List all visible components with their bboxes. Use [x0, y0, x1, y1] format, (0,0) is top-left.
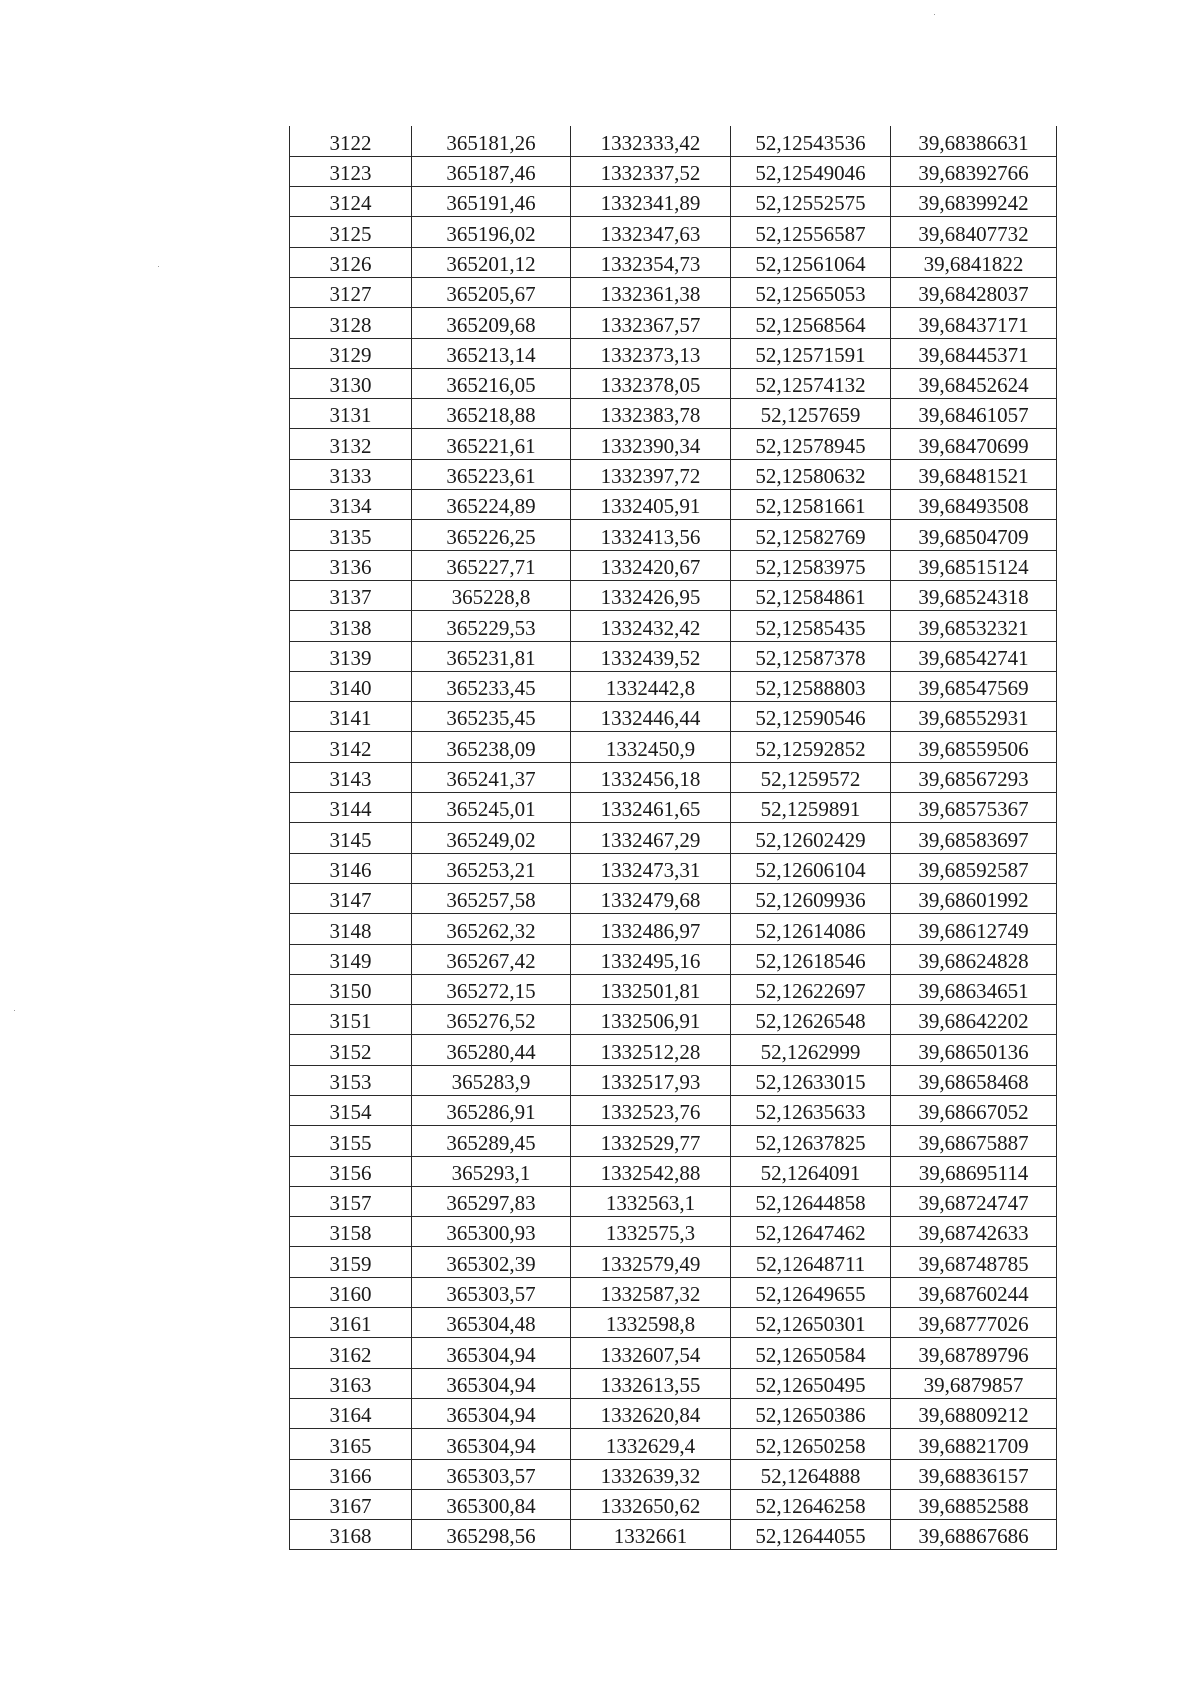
y-coordinate-cell: 1332506,91	[571, 1005, 731, 1035]
y-coordinate-cell: 1332337,52	[571, 156, 731, 186]
longitude-cell: 39,68809212	[891, 1398, 1057, 1428]
longitude-cell: 39,68789796	[891, 1338, 1057, 1368]
table-row	[290, 1096, 1057, 1126]
latitude-cell: 52,1259891	[731, 793, 891, 823]
latitude-cell: 52,12578945	[731, 429, 891, 459]
table-row	[290, 1217, 1057, 1247]
x-coordinate-cell: 365191,46	[412, 187, 571, 217]
x-coordinate-cell: 365213,14	[412, 338, 571, 368]
x-coordinate-cell: 365272,15	[412, 974, 571, 1004]
table-row	[290, 1489, 1057, 1519]
longitude-cell: 39,68575367	[891, 793, 1057, 823]
latitude-cell: 52,12543536	[731, 126, 891, 156]
y-coordinate-cell: 1332397,72	[571, 459, 731, 489]
latitude-cell: 52,12582769	[731, 520, 891, 550]
point-number-cell: 3149	[290, 944, 412, 974]
y-coordinate-cell: 1332639,32	[571, 1459, 731, 1489]
point-number-cell: 3141	[290, 702, 412, 732]
latitude-cell: 52,12592852	[731, 732, 891, 762]
point-number-cell: 3162	[290, 1338, 412, 1368]
point-number-cell: 3122	[290, 126, 412, 156]
latitude-cell: 52,12637825	[731, 1126, 891, 1156]
longitude-cell: 39,68452624	[891, 368, 1057, 398]
latitude-cell: 52,1264091	[731, 1156, 891, 1186]
latitude-cell: 52,12618546	[731, 944, 891, 974]
point-number-cell: 3135	[290, 520, 412, 550]
latitude-cell: 52,12649655	[731, 1277, 891, 1307]
latitude-cell: 52,12590546	[731, 702, 891, 732]
table-row	[290, 944, 1057, 974]
y-coordinate-cell: 1332629,4	[571, 1429, 731, 1459]
y-coordinate-cell: 1332373,13	[571, 338, 731, 368]
y-coordinate-cell: 1332450,9	[571, 732, 731, 762]
x-coordinate-cell: 365196,02	[412, 217, 571, 247]
latitude-cell: 52,12602429	[731, 823, 891, 853]
longitude-cell: 39,68612749	[891, 914, 1057, 944]
longitude-cell: 39,68547569	[891, 671, 1057, 701]
table-row	[290, 762, 1057, 792]
x-coordinate-cell: 365276,52	[412, 1005, 571, 1035]
longitude-cell: 39,68852588	[891, 1489, 1057, 1519]
x-coordinate-cell: 365227,71	[412, 550, 571, 580]
table-row	[290, 1520, 1057, 1550]
x-coordinate-cell: 365181,26	[412, 126, 571, 156]
latitude-cell: 52,12614086	[731, 914, 891, 944]
y-coordinate-cell: 1332333,42	[571, 126, 731, 156]
longitude-cell: 39,68724747	[891, 1186, 1057, 1216]
x-coordinate-cell: 365304,94	[412, 1429, 571, 1459]
point-number-cell: 3144	[290, 793, 412, 823]
point-number-cell: 3138	[290, 611, 412, 641]
scan-speck	[14, 1010, 15, 1011]
x-coordinate-cell: 365293,1	[412, 1156, 571, 1186]
latitude-cell: 52,12580632	[731, 459, 891, 489]
x-coordinate-cell: 365224,89	[412, 490, 571, 520]
longitude-cell: 39,68650136	[891, 1035, 1057, 1065]
point-number-cell: 3134	[290, 490, 412, 520]
point-number-cell: 3137	[290, 580, 412, 610]
point-number-cell: 3165	[290, 1429, 412, 1459]
x-coordinate-cell: 365231,81	[412, 641, 571, 671]
y-coordinate-cell: 1332579,49	[571, 1247, 731, 1277]
latitude-cell: 52,12626548	[731, 1005, 891, 1035]
scan-speck	[158, 266, 159, 267]
x-coordinate-cell: 365235,45	[412, 702, 571, 732]
point-number-cell: 3128	[290, 308, 412, 338]
y-coordinate-cell: 1332439,52	[571, 641, 731, 671]
point-number-cell: 3123	[290, 156, 412, 186]
table-row	[290, 1338, 1057, 1368]
y-coordinate-cell: 1332383,78	[571, 399, 731, 429]
longitude-cell: 39,68642202	[891, 1005, 1057, 1035]
y-coordinate-cell: 1332378,05	[571, 368, 731, 398]
latitude-cell: 52,12583975	[731, 550, 891, 580]
point-number-cell: 3166	[290, 1459, 412, 1489]
y-coordinate-cell: 1332650,62	[571, 1489, 731, 1519]
table-row	[290, 1459, 1057, 1489]
table-row	[290, 883, 1057, 913]
table-row	[290, 520, 1057, 550]
longitude-cell: 39,6879857	[891, 1368, 1057, 1398]
x-coordinate-cell: 365286,91	[412, 1096, 571, 1126]
y-coordinate-cell: 1332523,76	[571, 1096, 731, 1126]
y-coordinate-cell: 1332461,65	[571, 793, 731, 823]
table-row	[290, 1398, 1057, 1428]
latitude-cell: 52,12561064	[731, 247, 891, 277]
y-coordinate-cell: 1332390,34	[571, 429, 731, 459]
latitude-cell: 52,12565053	[731, 277, 891, 307]
table-row	[290, 1247, 1057, 1277]
x-coordinate-cell: 365289,45	[412, 1126, 571, 1156]
table-row	[290, 671, 1057, 701]
x-coordinate-cell: 365302,39	[412, 1247, 571, 1277]
x-coordinate-cell: 365216,05	[412, 368, 571, 398]
latitude-cell: 52,12644055	[731, 1520, 891, 1550]
x-coordinate-cell: 365205,67	[412, 277, 571, 307]
table-row	[290, 580, 1057, 610]
latitude-cell: 52,12647462	[731, 1217, 891, 1247]
point-number-cell: 3133	[290, 459, 412, 489]
y-coordinate-cell: 1332442,8	[571, 671, 731, 701]
table-row	[290, 1308, 1057, 1338]
x-coordinate-cell: 365221,61	[412, 429, 571, 459]
x-coordinate-cell: 365209,68	[412, 308, 571, 338]
table-row	[290, 550, 1057, 580]
y-coordinate-cell: 1332512,28	[571, 1035, 731, 1065]
point-number-cell: 3139	[290, 641, 412, 671]
y-coordinate-cell: 1332607,54	[571, 1338, 731, 1368]
latitude-cell: 52,1257659	[731, 399, 891, 429]
x-coordinate-cell: 365303,57	[412, 1277, 571, 1307]
y-coordinate-cell: 1332426,95	[571, 580, 731, 610]
y-coordinate-cell: 1332473,31	[571, 853, 731, 883]
x-coordinate-cell: 365223,61	[412, 459, 571, 489]
y-coordinate-cell: 1332341,89	[571, 187, 731, 217]
longitude-cell: 39,68658468	[891, 1065, 1057, 1095]
table-row	[290, 429, 1057, 459]
point-number-cell: 3152	[290, 1035, 412, 1065]
latitude-cell: 52,12571591	[731, 338, 891, 368]
longitude-cell: 39,68567293	[891, 762, 1057, 792]
longitude-cell: 39,68493508	[891, 490, 1057, 520]
longitude-cell: 39,68867686	[891, 1520, 1057, 1550]
point-number-cell: 3142	[290, 732, 412, 762]
latitude-cell: 52,12650495	[731, 1368, 891, 1398]
table-row	[290, 1126, 1057, 1156]
point-number-cell: 3150	[290, 974, 412, 1004]
table-row	[290, 853, 1057, 883]
y-coordinate-cell: 1332354,73	[571, 247, 731, 277]
table-row	[290, 823, 1057, 853]
longitude-cell: 39,68542741	[891, 641, 1057, 671]
point-number-cell: 3158	[290, 1217, 412, 1247]
point-number-cell: 3127	[290, 277, 412, 307]
latitude-cell: 52,12552575	[731, 187, 891, 217]
longitude-cell: 39,68437171	[891, 308, 1057, 338]
x-coordinate-cell: 365218,88	[412, 399, 571, 429]
table-row	[290, 641, 1057, 671]
table-row	[290, 1065, 1057, 1095]
y-coordinate-cell: 1332575,3	[571, 1217, 731, 1247]
x-coordinate-cell: 365257,58	[412, 883, 571, 913]
table-row	[290, 1005, 1057, 1035]
latitude-cell: 52,12650386	[731, 1398, 891, 1428]
point-number-cell: 3126	[290, 247, 412, 277]
longitude-cell: 39,68532321	[891, 611, 1057, 641]
latitude-cell: 52,12549046	[731, 156, 891, 186]
x-coordinate-cell: 365249,02	[412, 823, 571, 853]
point-number-cell: 3147	[290, 883, 412, 913]
point-number-cell: 3163	[290, 1368, 412, 1398]
longitude-cell: 39,68583697	[891, 823, 1057, 853]
latitude-cell: 52,1259572	[731, 762, 891, 792]
y-coordinate-cell: 1332517,93	[571, 1065, 731, 1095]
point-number-cell: 3164	[290, 1398, 412, 1428]
longitude-cell: 39,68742633	[891, 1217, 1057, 1247]
longitude-cell: 39,68470699	[891, 429, 1057, 459]
x-coordinate-cell: 365238,09	[412, 732, 571, 762]
longitude-cell: 39,68504709	[891, 520, 1057, 550]
x-coordinate-cell: 365283,9	[412, 1065, 571, 1095]
longitude-cell: 39,68445371	[891, 338, 1057, 368]
y-coordinate-cell: 1332413,56	[571, 520, 731, 550]
table-row	[290, 399, 1057, 429]
y-coordinate-cell: 1332587,32	[571, 1277, 731, 1307]
latitude-cell: 52,12646258	[731, 1489, 891, 1519]
y-coordinate-cell: 1332563,1	[571, 1186, 731, 1216]
y-coordinate-cell: 1332405,91	[571, 490, 731, 520]
y-coordinate-cell: 1332486,97	[571, 914, 731, 944]
latitude-cell: 52,12609936	[731, 883, 891, 913]
y-coordinate-cell: 1332347,63	[571, 217, 731, 247]
x-coordinate-cell: 365229,53	[412, 611, 571, 641]
table-row	[290, 1156, 1057, 1186]
longitude-cell: 39,68428037	[891, 277, 1057, 307]
y-coordinate-cell: 1332367,57	[571, 308, 731, 338]
table-row	[290, 1368, 1057, 1398]
point-number-cell: 3155	[290, 1126, 412, 1156]
latitude-cell: 52,12648711	[731, 1247, 891, 1277]
latitude-cell: 52,12585435	[731, 611, 891, 641]
table-row	[290, 974, 1057, 1004]
x-coordinate-cell: 365228,8	[412, 580, 571, 610]
table-row	[290, 1035, 1057, 1065]
x-coordinate-cell: 365304,94	[412, 1338, 571, 1368]
point-number-cell: 3132	[290, 429, 412, 459]
table-row	[290, 914, 1057, 944]
latitude-cell: 52,12650301	[731, 1308, 891, 1338]
table-row	[290, 217, 1057, 247]
y-coordinate-cell: 1332479,68	[571, 883, 731, 913]
latitude-cell: 52,12568564	[731, 308, 891, 338]
table-row	[290, 611, 1057, 641]
longitude-cell: 39,6841822	[891, 247, 1057, 277]
y-coordinate-cell: 1332361,38	[571, 277, 731, 307]
y-coordinate-cell: 1332542,88	[571, 1156, 731, 1186]
x-coordinate-cell: 365226,25	[412, 520, 571, 550]
table-row	[290, 338, 1057, 368]
point-number-cell: 3140	[290, 671, 412, 701]
point-number-cell: 3153	[290, 1065, 412, 1095]
coordinates-table-body	[290, 126, 1057, 1550]
x-coordinate-cell: 365187,46	[412, 156, 571, 186]
longitude-cell: 39,68777026	[891, 1308, 1057, 1338]
table-row	[290, 490, 1057, 520]
longitude-cell: 39,68634651	[891, 974, 1057, 1004]
latitude-cell: 52,12588803	[731, 671, 891, 701]
longitude-cell: 39,68515124	[891, 550, 1057, 580]
latitude-cell: 52,12556587	[731, 217, 891, 247]
point-number-cell: 3130	[290, 368, 412, 398]
longitude-cell: 39,68386631	[891, 126, 1057, 156]
y-coordinate-cell: 1332495,16	[571, 944, 731, 974]
x-coordinate-cell: 365245,01	[412, 793, 571, 823]
y-coordinate-cell: 1332529,77	[571, 1126, 731, 1156]
longitude-cell: 39,68601992	[891, 883, 1057, 913]
longitude-cell: 39,68407732	[891, 217, 1057, 247]
point-number-cell: 3136	[290, 550, 412, 580]
table-row	[290, 126, 1057, 156]
x-coordinate-cell: 365304,94	[412, 1368, 571, 1398]
longitude-cell: 39,68392766	[891, 156, 1057, 186]
table-row	[290, 187, 1057, 217]
table-row	[290, 702, 1057, 732]
longitude-cell: 39,68675887	[891, 1126, 1057, 1156]
latitude-cell: 52,12633015	[731, 1065, 891, 1095]
x-coordinate-cell: 365304,48	[412, 1308, 571, 1338]
longitude-cell: 39,68592587	[891, 853, 1057, 883]
x-coordinate-cell: 365241,37	[412, 762, 571, 792]
x-coordinate-cell: 365297,83	[412, 1186, 571, 1216]
x-coordinate-cell: 365233,45	[412, 671, 571, 701]
x-coordinate-cell: 365280,44	[412, 1035, 571, 1065]
latitude-cell: 52,1262999	[731, 1035, 891, 1065]
table-row	[290, 793, 1057, 823]
point-number-cell: 3129	[290, 338, 412, 368]
latitude-cell: 52,12635633	[731, 1096, 891, 1126]
coordinates-table	[289, 126, 1057, 1550]
scan-speck	[934, 14, 935, 15]
x-coordinate-cell: 365304,94	[412, 1398, 571, 1428]
latitude-cell: 52,12574132	[731, 368, 891, 398]
x-coordinate-cell: 365253,21	[412, 853, 571, 883]
point-number-cell: 3156	[290, 1156, 412, 1186]
point-number-cell: 3168	[290, 1520, 412, 1550]
point-number-cell: 3146	[290, 853, 412, 883]
point-number-cell: 3143	[290, 762, 412, 792]
y-coordinate-cell: 1332456,18	[571, 762, 731, 792]
longitude-cell: 39,68524318	[891, 580, 1057, 610]
x-coordinate-cell: 365267,42	[412, 944, 571, 974]
longitude-cell: 39,68748785	[891, 1247, 1057, 1277]
point-number-cell: 3145	[290, 823, 412, 853]
latitude-cell: 52,1264888	[731, 1459, 891, 1489]
point-number-cell: 3161	[290, 1308, 412, 1338]
table-row	[290, 156, 1057, 186]
longitude-cell: 39,68760244	[891, 1277, 1057, 1307]
y-coordinate-cell: 1332446,44	[571, 702, 731, 732]
point-number-cell: 3151	[290, 1005, 412, 1035]
latitude-cell: 52,12584861	[731, 580, 891, 610]
latitude-cell: 52,12644858	[731, 1186, 891, 1216]
x-coordinate-cell: 365303,57	[412, 1459, 571, 1489]
y-coordinate-cell: 1332613,55	[571, 1368, 731, 1398]
table-row	[290, 277, 1057, 307]
latitude-cell: 52,12581661	[731, 490, 891, 520]
x-coordinate-cell: 365298,56	[412, 1520, 571, 1550]
y-coordinate-cell: 1332598,8	[571, 1308, 731, 1338]
x-coordinate-cell: 365300,93	[412, 1217, 571, 1247]
latitude-cell: 52,12650584	[731, 1338, 891, 1368]
latitude-cell: 52,12587378	[731, 641, 891, 671]
x-coordinate-cell: 365300,84	[412, 1489, 571, 1519]
table-row	[290, 368, 1057, 398]
table-row	[290, 1186, 1057, 1216]
point-number-cell: 3125	[290, 217, 412, 247]
longitude-cell: 39,68836157	[891, 1459, 1057, 1489]
point-number-cell: 3157	[290, 1186, 412, 1216]
table-row	[290, 308, 1057, 338]
latitude-cell: 52,12650258	[731, 1429, 891, 1459]
table-row	[290, 1277, 1057, 1307]
longitude-cell: 39,68821709	[891, 1429, 1057, 1459]
longitude-cell: 39,68399242	[891, 187, 1057, 217]
y-coordinate-cell: 1332620,84	[571, 1398, 731, 1428]
longitude-cell: 39,68552931	[891, 702, 1057, 732]
table-row	[290, 732, 1057, 762]
point-number-cell: 3148	[290, 914, 412, 944]
y-coordinate-cell: 1332420,67	[571, 550, 731, 580]
y-coordinate-cell: 1332467,29	[571, 823, 731, 853]
table-row	[290, 459, 1057, 489]
latitude-cell: 52,12622697	[731, 974, 891, 1004]
longitude-cell: 39,68667052	[891, 1096, 1057, 1126]
point-number-cell: 3159	[290, 1247, 412, 1277]
point-number-cell: 3167	[290, 1489, 412, 1519]
x-coordinate-cell: 365201,12	[412, 247, 571, 277]
x-coordinate-cell: 365262,32	[412, 914, 571, 944]
point-number-cell: 3160	[290, 1277, 412, 1307]
longitude-cell: 39,68559506	[891, 732, 1057, 762]
table-row	[290, 247, 1057, 277]
longitude-cell: 39,68481521	[891, 459, 1057, 489]
longitude-cell: 39,68695114	[891, 1156, 1057, 1186]
y-coordinate-cell: 1332432,42	[571, 611, 731, 641]
point-number-cell: 3154	[290, 1096, 412, 1126]
y-coordinate-cell: 1332501,81	[571, 974, 731, 1004]
point-number-cell: 3131	[290, 399, 412, 429]
y-coordinate-cell: 1332661	[571, 1520, 731, 1550]
point-number-cell: 3124	[290, 187, 412, 217]
longitude-cell: 39,68624828	[891, 944, 1057, 974]
table-row	[290, 1429, 1057, 1459]
longitude-cell: 39,68461057	[891, 399, 1057, 429]
latitude-cell: 52,12606104	[731, 853, 891, 883]
